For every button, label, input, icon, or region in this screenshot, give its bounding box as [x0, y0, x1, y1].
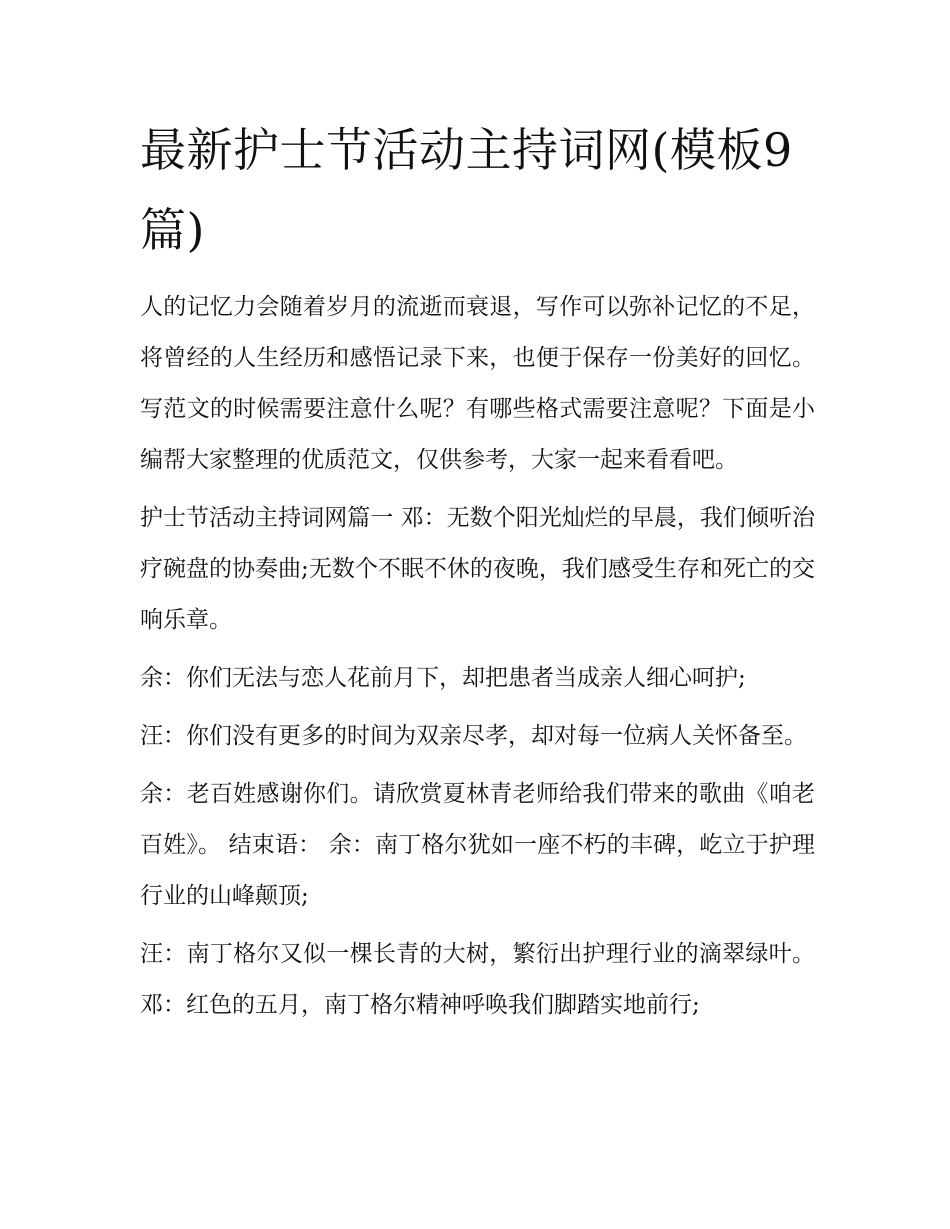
document-title: 最新护士节活动主持词网(模板9篇) [140, 123, 793, 257]
paragraph-wang-2: 汪：南丁格尔又似一棵长青的大树，繁衍出护理行业的滴翠绿叶。 邓：红色的五月，南丁格尔精神呼唤我们脚踏实地前行; [140, 941, 815, 1018]
title-block [140, 110, 815, 270]
document-page [140, 110, 815, 1038]
paragraph-yu-1: 余：你们无法与恋人花前月下，却把患者当成亲人细心呵护; [140, 665, 746, 691]
paragraph-yu-2: 余：老百姓感谢你们。请欣赏夏林青老师给我们带来的歌曲《咱老百姓》。 结束语： 余：南丁格尔犹如一座不朽的丰碑，屹立于护理行业的山峰颠顶; [140, 781, 815, 909]
paragraph-section-one: 护士节活动主持词网篇一 邓：无数个阳光灿烂的早晨，我们倾听治疗碗盘的协奏曲;无数个不眠不休的夜晚，我们感受生存和死亡的交响乐章。 [140, 505, 815, 633]
paragraph-wang-1: 汪：你们没有更多的时间为双亲尽孝，却对每一位病人关怀备至。 [140, 723, 807, 749]
paragraph-intro: 人的记忆力会随着岁月的流逝而衰退，写作可以弥补记忆的不足，将曾经的人生经历和感悟记录下来，也便于保存一份美好的回忆。写范文的时候需要注意什么呢？有哪些格式需要注意呢？下面是小编帮大家整理的优质范文，仅供参考，大家一起来看看吧。 [140, 294, 815, 473]
